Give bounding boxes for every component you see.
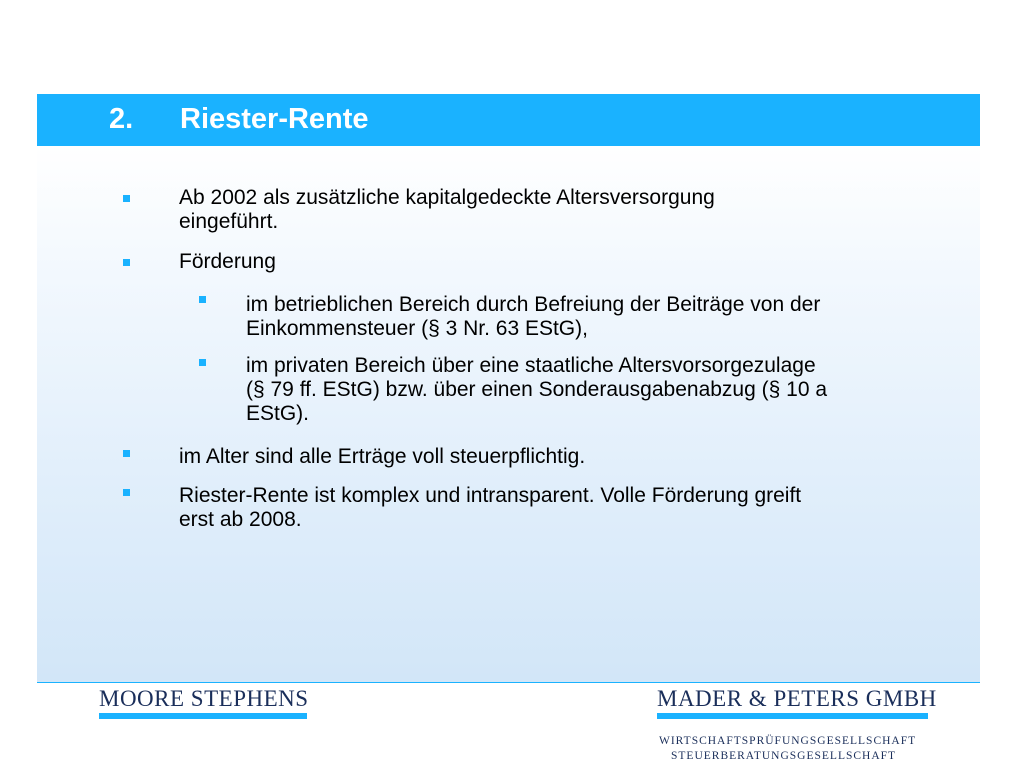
company-subtitle-1: WIRTSCHAFTSPRÜFUNGSGESELLSCHAFT xyxy=(659,735,917,747)
bullet-text-line: Förderung xyxy=(179,250,276,273)
bullet-text-line: im betrieblichen Bereich durch Befreiung der Beiträge von der xyxy=(246,293,821,316)
slide-title: Riester-Rente xyxy=(180,103,369,135)
bullet-item xyxy=(179,484,801,532)
bullet-text-line: Riester-Rente ist komplex und intransparent. Volle Förderung greift xyxy=(179,484,802,507)
bullet-marker xyxy=(123,195,130,202)
bullet-text-line: im privaten Bereich über eine staatliche Altersvorsorgezulage xyxy=(246,354,816,377)
moore-stephens-logo: MOORE STEPHENS xyxy=(99,686,309,711)
bullet-marker xyxy=(123,259,130,266)
mader-peters-logo: MADER & PETERS GMBH xyxy=(657,686,937,711)
mader-peters-logo-bar xyxy=(657,713,928,719)
moore-stephens-logo-bar xyxy=(99,713,307,719)
bullet-text-line: Ab 2002 als zusätzliche kapitalgedeckte Altersversorgung xyxy=(179,186,715,209)
footer-divider xyxy=(37,682,980,683)
title-bar xyxy=(37,94,980,146)
title-number: 2. xyxy=(109,103,134,135)
bullet-item xyxy=(179,186,715,234)
bullet-marker xyxy=(123,450,130,457)
sub-bullet-marker xyxy=(199,359,206,366)
bullet-item xyxy=(179,250,276,274)
bullet-item xyxy=(179,445,585,469)
bullet-text-line: Einkommensteuer (§ 3 Nr. 63 EStG), xyxy=(246,317,588,340)
sub-bullet-marker xyxy=(199,296,206,303)
bullet-text-line: im Alter sind alle Erträge voll steuerpflichtig. xyxy=(179,445,586,468)
sub-bullet-item xyxy=(246,354,827,426)
bullet-text-line: EStG). xyxy=(246,402,310,425)
content-panel xyxy=(37,146,980,682)
company-subtitle-2: STEUERBERATUNGSGESELLSCHAFT xyxy=(671,750,897,762)
bullet-marker xyxy=(123,489,130,496)
sub-bullet-item xyxy=(246,293,820,341)
bullet-text-line: erst ab 2008. xyxy=(179,508,302,531)
bullet-text-line: (§ 79 ff. EStG) bzw. über einen Sonderausgabenabzug (§ 10 a xyxy=(246,378,828,401)
bullet-text-line: eingeführt. xyxy=(179,210,279,233)
